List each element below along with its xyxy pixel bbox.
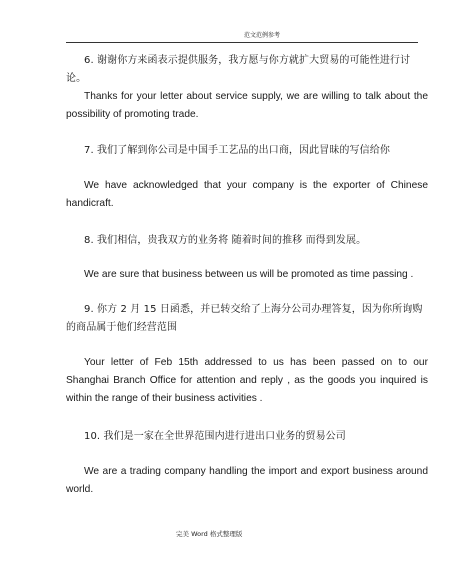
paragraph-10-english: We are a trading company handling the import and export business around world. [66,466,428,495]
page-header: 范文范例参考 [243,32,280,39]
paragraph-9-english: Your letter of Feb 15th addressed to us has been passed on to our Shanghai Branch Office for attention and reply , as the goods you inquired is within the range of their business activities . [66,357,428,404]
paragraph-7-english: We have acknowledged that your company is the exporter of Chinese handicraft. [66,180,428,209]
paragraph-8-chinese: 8. 我们相信，贵我双方的业务将 随着时间的推移 而得到发展。 [84,235,367,246]
page-footer: 完美 Word 格式整理版 [176,530,243,538]
paragraph-6-english: Thanks for your letter about service supply, we are willing to talk about the possibility of promoting trade. [66,91,428,120]
paragraph-8-english: We are sure that business between us will be promoted as time passing . [84,269,414,280]
paragraph-10-chinese: 10. 我们是一家在全世界范围内进行进出口业务的贸易公司 [84,431,346,442]
header-divider [66,42,418,43]
paragraph-6-chinese: 6. 谢谢你方来函表示提供服务，我方愿与你方就扩大贸易的可能性进行讨论。 [66,55,411,84]
paragraph-7-chinese: 7. 我们了解到你公司是中国手工艺品的出口商，因此冒昧的写信给你 [84,145,390,156]
paragraph-9-chinese: 9. 你方 2 月 15 日函悉，并已转交给了上海分公司办理答复，因为你所询购的商品属于他们经营范围 [66,304,423,333]
